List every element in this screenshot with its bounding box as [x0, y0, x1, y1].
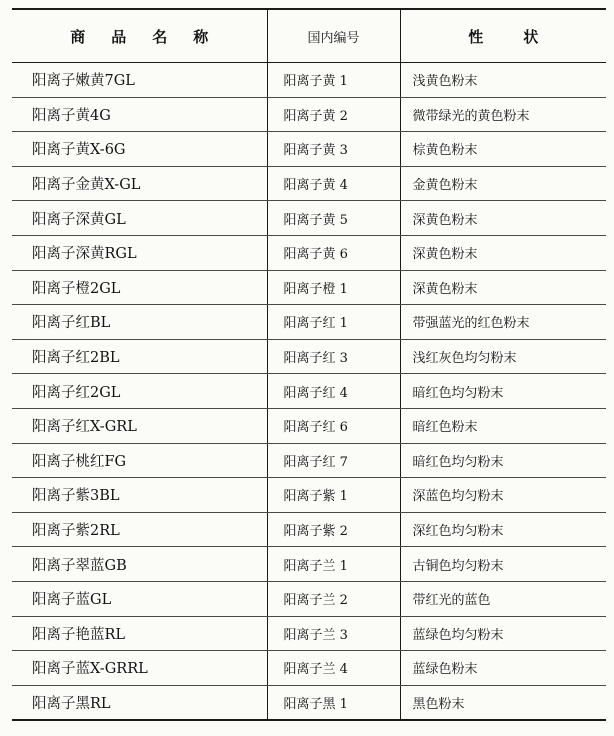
domestic-code-cell: 阳离子红 6 — [267, 408, 400, 443]
property-cell: 黑色粉末 — [400, 685, 606, 720]
domestic-code-cell: 阳离子红 3 — [267, 339, 400, 374]
table-body — [12, 63, 606, 721]
domestic-code-cell: 阳离子兰 2 — [267, 581, 400, 616]
property-cell: 金黄色粉末 — [400, 166, 606, 201]
product-name-cell: 阳离子翠蓝GB — [12, 547, 267, 582]
table-row — [12, 339, 606, 374]
table-row — [12, 166, 606, 201]
table-row — [12, 616, 606, 651]
header-domestic-code: 国内编号 — [267, 9, 400, 63]
domestic-code-cell: 阳离子黄 4 — [267, 166, 400, 201]
property-cell: 蓝绿色均匀粉末 — [400, 616, 606, 651]
property-cell: 暗红色均匀粉末 — [400, 374, 606, 409]
property-cell: 浅黄色粉末 — [400, 63, 606, 98]
table-row — [12, 408, 606, 443]
product-name-cell: 阳离子红2BL — [12, 339, 267, 374]
domestic-code-cell: 阳离子黑 1 — [267, 685, 400, 720]
product-name-cell: 阳离子蓝X-GRRL — [12, 651, 267, 686]
table-row — [12, 512, 606, 547]
property-cell: 浅红灰色均匀粉末 — [400, 339, 606, 374]
table-row — [12, 63, 606, 98]
property-cell: 深红色均匀粉末 — [400, 512, 606, 547]
table-row — [12, 374, 606, 409]
domestic-code-cell: 阳离子红 7 — [267, 443, 400, 478]
product-name-cell: 阳离子金黄X-GL — [12, 166, 267, 201]
domestic-code-cell: 阳离子兰 1 — [267, 547, 400, 582]
property-cell: 深黄色粉末 — [400, 270, 606, 305]
product-name-cell: 阳离子红2GL — [12, 374, 267, 409]
product-name-cell: 阳离子艳蓝RL — [12, 616, 267, 651]
header-property: 性状 — [400, 9, 606, 63]
domestic-code-cell: 阳离子紫 1 — [267, 478, 400, 513]
property-cell: 古铜色均匀粉末 — [400, 547, 606, 582]
domestic-code-cell: 阳离子黄 5 — [267, 201, 400, 236]
product-name-cell: 阳离子黄4G — [12, 97, 267, 132]
domestic-code-cell: 阳离子黄 6 — [267, 235, 400, 270]
table-header — [12, 9, 606, 63]
property-cell: 深蓝色均匀粉末 — [400, 478, 606, 513]
domestic-code-cell: 阳离子红 1 — [267, 305, 400, 340]
product-name-cell: 阳离子蓝GL — [12, 581, 267, 616]
property-cell: 带强蓝光的红色粉末 — [400, 305, 606, 340]
product-name-cell: 阳离子橙2GL — [12, 270, 267, 305]
property-cell: 微带绿光的黄色粉末 — [400, 97, 606, 132]
header-product-name: 商品名称 — [12, 9, 267, 63]
table-row — [12, 270, 606, 305]
product-name-cell: 阳离子黑RL — [32, 695, 111, 712]
product-name-cell: 阳离子红BL — [12, 305, 267, 340]
table-row — [12, 443, 606, 478]
domestic-code-cell: 阳离子黄 1 — [267, 63, 400, 98]
table-row — [12, 305, 606, 340]
dye-table — [12, 8, 606, 721]
property-cell: 棕黄色粉末 — [400, 132, 606, 167]
domestic-code-cell: 阳离子黄 2 — [267, 97, 400, 132]
table-row — [12, 685, 606, 720]
table-row — [12, 581, 606, 616]
property-cell: 暗红色粉末 — [400, 408, 606, 443]
table-row — [12, 201, 606, 236]
table-row — [12, 651, 606, 686]
table-row — [12, 97, 606, 132]
domestic-code-cell: 阳离子兰 3 — [267, 616, 400, 651]
product-name-cell: 阳离子紫2RL — [12, 512, 267, 547]
product-name-cell: 阳离子深黄GL — [12, 201, 267, 236]
header-row — [12, 9, 606, 63]
property-cell: 暗红色均匀粉末 — [400, 443, 606, 478]
table-row — [12, 478, 606, 513]
property-cell: 蓝绿色粉末 — [400, 651, 606, 686]
domestic-code-cell: 阳离子兰 4 — [267, 651, 400, 686]
domestic-code-cell: 阳离子橙 1 — [267, 270, 400, 305]
domestic-code-cell: 阳离子红 4 — [267, 374, 400, 409]
domestic-code-cell: 阳离子黄 3 — [267, 132, 400, 167]
product-name-cell: 阳离子桃红FG — [12, 443, 267, 478]
table-row — [12, 235, 606, 270]
property-cell: 深黄色粉末 — [400, 201, 606, 236]
table-row — [12, 547, 606, 582]
property-cell: 带红光的蓝色 — [400, 581, 606, 616]
product-name-cell: 阳离子深黄RGL — [12, 235, 267, 270]
table-row — [12, 132, 606, 167]
domestic-code-cell: 阳离子紫 2 — [267, 512, 400, 547]
product-name-cell: 阳离子红X-GRL — [12, 408, 267, 443]
product-name-cell: 阳离子紫3BL — [12, 478, 267, 513]
property-cell: 深黄色粉末 — [400, 235, 606, 270]
product-name-cell: 阳离子黄X-6G — [12, 132, 267, 167]
product-name-cell: 阳离子嫩黄7GL — [12, 63, 267, 98]
